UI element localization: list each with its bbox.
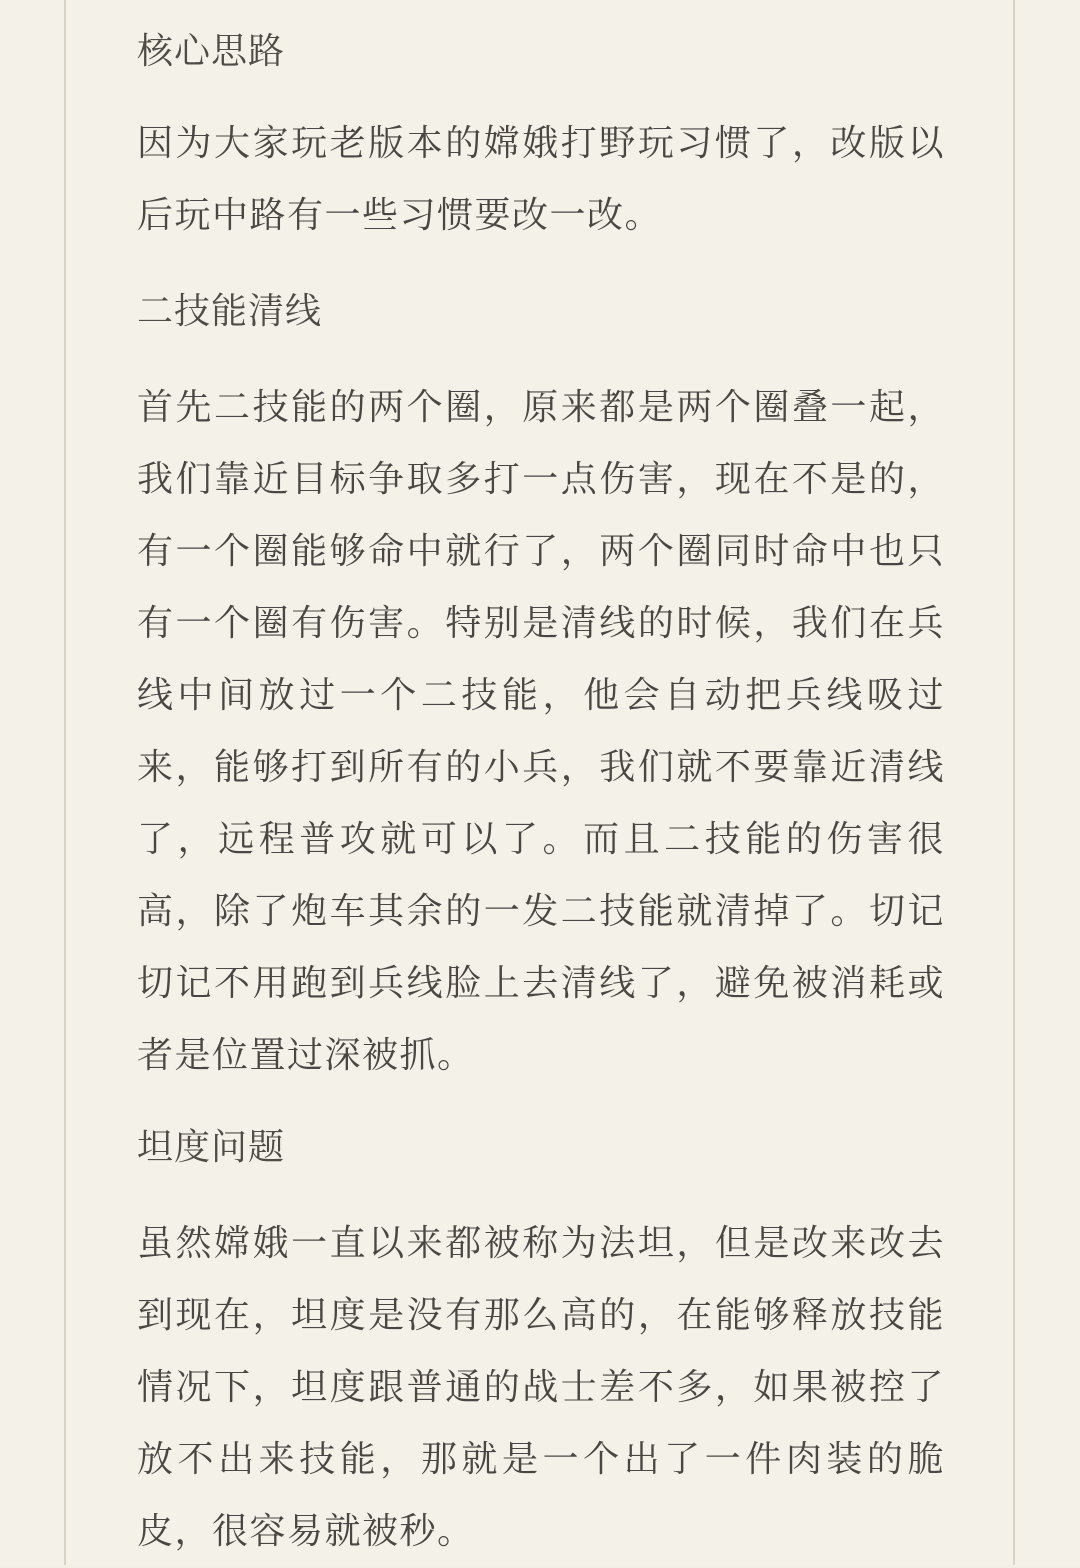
- section-heading-tankiness: 坦度问题: [137, 1127, 286, 1168]
- section-heading-skill-two: 二技能清线: [137, 291, 323, 332]
- section-body-tankiness: 虽然嫦娥一直以来都被称为法坦，但是改来改去到现在，坦度是没有那么高的，在能够释放技能情况下，坦度跟普通的战士差不多，如果被控了放不出来技能，那就是一个出了一件肉装的脆皮，很容易就被秒。: [137, 1223, 945, 1552]
- right-margin-line: [1013, 0, 1015, 1565]
- section-heading-core-idea: 核心思路: [137, 31, 286, 72]
- article-content: [137, 22, 945, 1568]
- section-body-skill-two: 首先二技能的两个圈，原来都是两个圈叠一起，我们靠近目标争取多打一点伤害，现在不是的，有一个圈能够命中就行了，两个圈同时命中也只有一个圈有伤害。特别是清线的时候，我们在兵线中间放过一个二技能，他会自动把兵线吸过来，能够打到所有的小兵，我们就不要靠近清线了，远程普攻就可以了。而且二技能的伤害很高，除了炮车其余的一发二技能就清掉了。切记切记不用跑到兵线脸上去清线了，避免被消耗或者是位置过深被抓。: [137, 387, 945, 1076]
- section-body-core-idea: 因为大家玩老版本的嫦娥打野玩习惯了，改版以后玩中路有一些习惯要改一改。: [137, 123, 945, 236]
- left-margin-line: [64, 0, 66, 1565]
